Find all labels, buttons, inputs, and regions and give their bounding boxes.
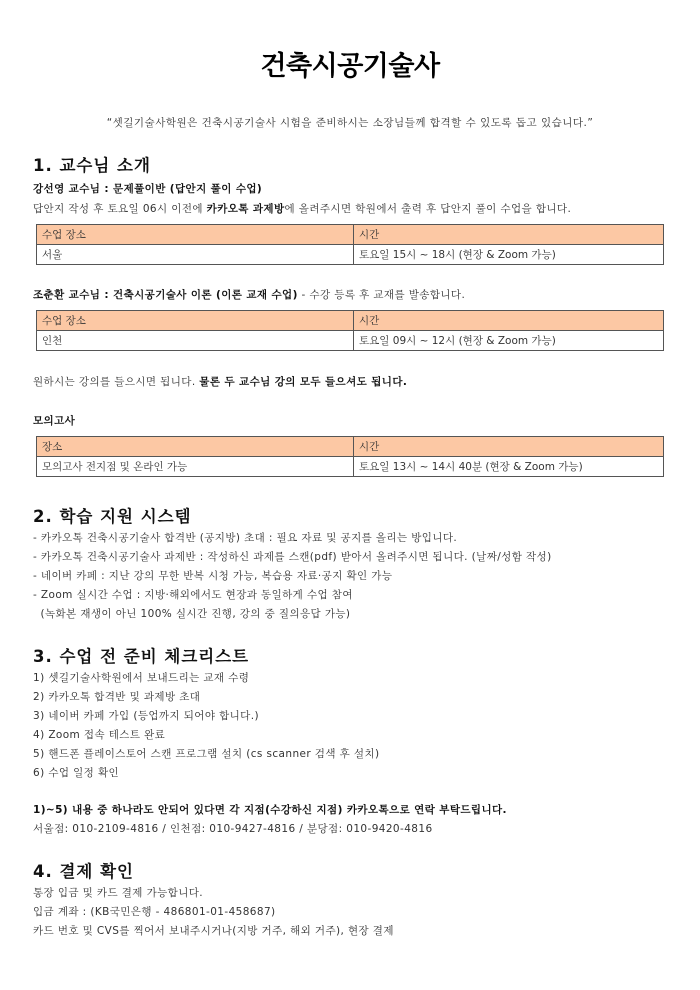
table-cell-location: 모의고사 전지점 및 온라인 가능	[37, 457, 354, 477]
support-item: - 카카오톡 건축시공기술사 과제반 : 작성하신 과제를 스캔(pdf) 받아서 올려주시면 됩니다. (날짜/성함 작성)	[33, 551, 552, 563]
mock-exam-subhead: 모의고사	[33, 415, 76, 427]
table-cell-location: 인천	[37, 331, 354, 351]
prof1-desc-post: 에 올려주시면 학원에서 출력 후 답안지 풀이 수업을 합니다.	[284, 203, 572, 215]
prof2-desc: - 수강 등록 후 교재를 발송합니다.	[297, 289, 466, 301]
checklist-item: 6) 수업 일정 확인	[33, 767, 120, 779]
checklist-item: 1) 셋길기술사학원에서 보내드리는 교재 수령	[33, 672, 250, 684]
prof1-schedule-table	[36, 224, 664, 265]
table-header-cell: 수업 장소	[37, 311, 354, 331]
note-pre: 원하시는 강의를 들으시면 됩니다.	[33, 376, 200, 388]
prof2-intro	[33, 287, 465, 302]
prof1-subhead: 강선영 교수님 : 문제풀이반 (답안지 풀이 수업)	[33, 183, 263, 195]
prof2-subhead: 조춘환 교수님 : 건축시공기술사 이론 (이론 교재 수업)	[33, 289, 298, 301]
prof1-desc-pre: 답안지 작성 후 토요일 06시 이전에	[33, 203, 207, 215]
table-header-cell: 시간	[354, 225, 664, 245]
table-header-row	[37, 437, 664, 457]
payment-card-note: 카드 번호 및 CVS를 찍어서 보내주시거나(지방 거주, 해외 거주), 현장 결제	[33, 925, 394, 937]
section-1-heading: 1. 교수님 소개	[33, 156, 151, 175]
checklist-item: 4) Zoom 접속 테스트 완료	[33, 729, 166, 741]
support-item: - 네이버 카페 : 지난 강의 무한 반복 시청 가능, 복습용 자료·공지 확인 가능	[33, 570, 393, 582]
checklist-item: 5) 핸드폰 플레이스토어 스캔 프로그램 설치 (cs scanner 검색 후 설치)	[33, 748, 380, 760]
attendance-note	[33, 374, 407, 389]
support-item: - Zoom 실시간 수업 : 지방·해외에서도 현장과 동일하게 수업 참여	[33, 589, 353, 601]
table-row	[37, 457, 664, 477]
section-4-heading: 4. 결제 확인	[33, 862, 134, 881]
prof1-desc-bold: 카카오톡 과제방	[206, 203, 285, 215]
section-3-heading: 3. 수업 전 준비 체크리스트	[33, 647, 250, 666]
table-header-cell: 수업 장소	[37, 225, 354, 245]
document-title: 건축시공기술사	[260, 51, 440, 82]
prof1-description	[33, 201, 571, 216]
payment-account: 입금 계좌 : (KB국민은행 - 486801-01-458687)	[33, 906, 276, 918]
note-bold: 물론 두 교수님 강의 모두 들으셔도 됩니다.	[199, 376, 408, 388]
support-item: - 카카오톡 건축시공기술사 합격반 (공지방) 초대 : 필요 자료 및 공지를 올리는 방입니다.	[33, 532, 458, 544]
table-header-cell: 장소	[37, 437, 354, 457]
table-header-row	[37, 311, 664, 331]
intro-quote: “셋길기술사학원은 건축시공기술사 시험을 준비하시는 소장님들께 합격할 수 있도록 돕고 있습니다.”	[106, 117, 594, 129]
support-item-note: (녹화본 재생이 아닌 100% 실시간 진행, 강의 중 질의응답 가능)	[33, 608, 351, 620]
table-cell-location: 서울	[37, 245, 354, 265]
table-header-row	[37, 225, 664, 245]
checklist-item: 2) 카카오톡 합격반 및 과제방 초대	[33, 691, 201, 703]
prof2-schedule-table	[36, 310, 664, 351]
branch-contacts: 서울점: 010-2109-4816 / 인천점: 010-9427-4816 / 분당점: 010-9420-4816	[33, 823, 433, 835]
table-header-cell: 시간	[354, 437, 664, 457]
table-cell-time: 토요일 15시 ~ 18시 (현장 & Zoom 가능)	[354, 245, 664, 265]
table-cell-time: 토요일 13시 ~ 14시 40분 (현장 & Zoom 가능)	[354, 457, 664, 477]
table-row	[37, 331, 664, 351]
checklist-item: 3) 네이버 카페 가입 (등업까지 되어야 합니다.)	[33, 710, 259, 722]
mock-exam-table	[36, 436, 664, 477]
contact-notice: 1)~5) 내용 중 하나라도 안되어 있다면 각 지점(수강하신 지점) 카카오톡으로 연락 부탁드립니다.	[33, 804, 507, 816]
table-row	[37, 245, 664, 265]
payment-line: 통장 입금 및 카드 결제 가능합니다.	[33, 887, 204, 899]
table-cell-time: 토요일 09시 ~ 12시 (현장 & Zoom 가능)	[354, 331, 664, 351]
section-2-heading: 2. 학습 지원 시스템	[33, 507, 192, 526]
table-header-cell: 시간	[354, 311, 664, 331]
